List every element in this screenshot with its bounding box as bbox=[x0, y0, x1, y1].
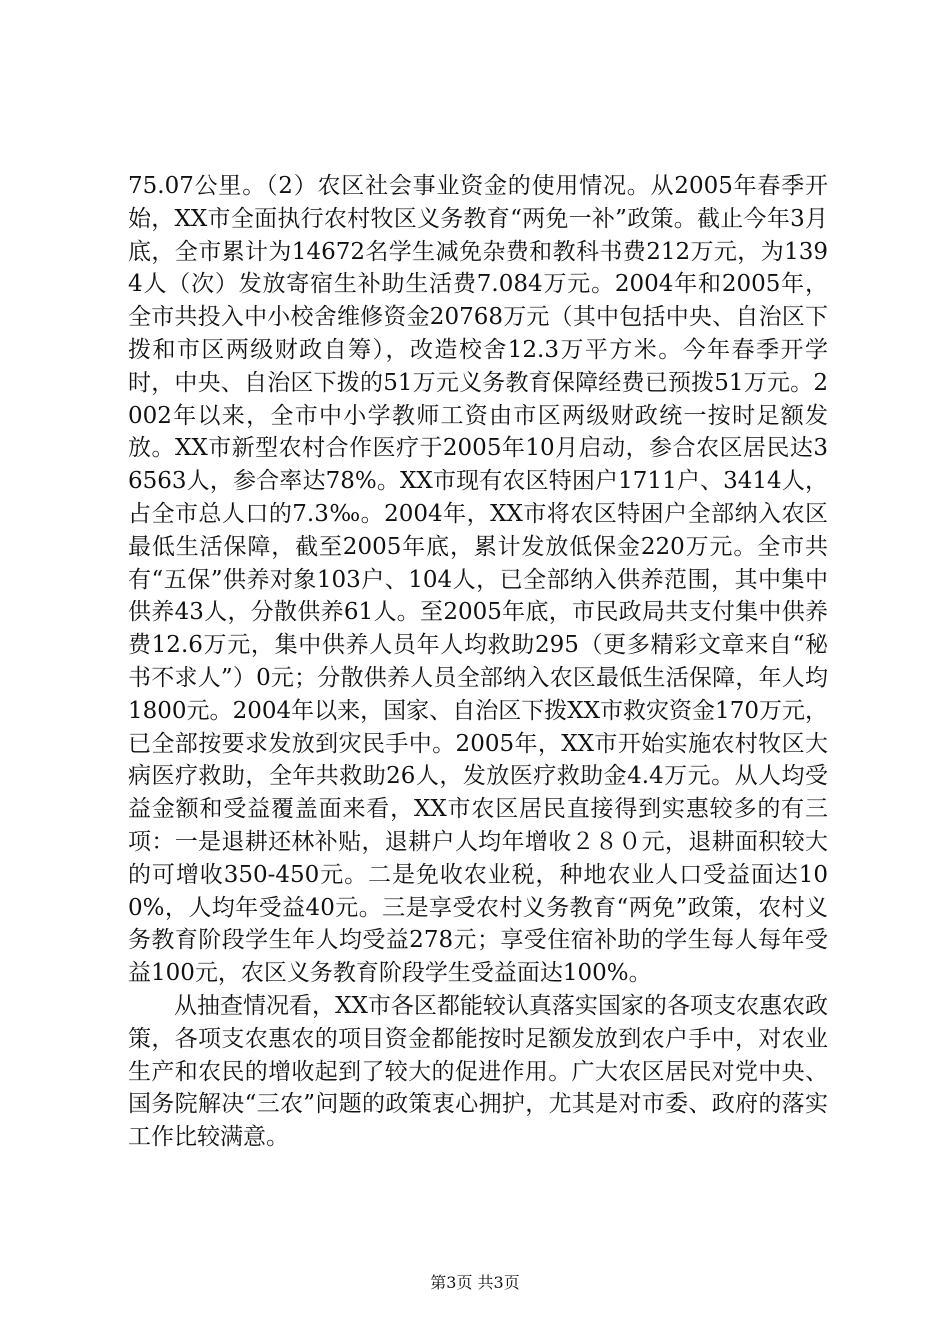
body-paragraph-1: 75.07公里。（2）农区社会事业资金的使用情况。从2005年春季开始，XX市全面执行农村牧区义务教育“两免一补”政策。截止今年3月底，全市累计为14672名学生减免杂费和教科书费212万元，为1394人（次）发放寄宿生补助生活费7.084万元。2004年和2005年，全市共投入中小校舍维修资金20768万元（其中包括中央、自治区下拨和市区两级财政自筹），改造校舍12.3万平方米。今年春季开学时，中央、自治区下拨的51万元义务教育保障经费已预拨51万元。2002年以来，全市中小学教师工资由市区两级财政统一按时足额发放。XX市新型农村合作医疗于2005年10月启动，参合农区居民达36563人，参合率达78%。XX市现有农区特困户1711户、3414人，占全市总人口的7.3‰。2004年，XX市将农区特困户全部纳入农区最低生活保障，截至2005年底，累计发放低保金220万元。全市共有“五保”供养对象103户、104人，已全部纳入供养范围，其中集中供养43人，分散供养61人。至2005年底，市民政局共支付集中供养费12.6万元，集中供养人员年人均救助295（更多精彩文章来自“秘书不求人”）0元；分散供养人员全部纳入农区最低生活保障，年人均1800元。2004年以来，国家、自治区下拨XX市救灾资金170万元，已全部按要求发放到灾民手中。2005年，XX市开始实施农村牧区大病医疗救助，全年共救助26人，发放医疗救助金4.4万元。从人均受益金额和受益覆盖面来看，XX市农区居民直接得到实惠较多的有三项：一是退耕还林补贴，退耕户人均年增收２８０元，退耕面积较大的可增收350-450元。二是免收农业税，种地农业人口受益面达100%，人均年受益40元。三是享受农村义务教育“两免”政策，农村义务教育阶段学生年人均受益278元；享受住宿补助的学生每人每年受益100元，农区义务教育阶段学生受益面达100%。 bbox=[128, 173, 828, 987]
document-body bbox=[128, 170, 828, 1154]
page-footer: 第3页 共3页 bbox=[430, 1273, 520, 1292]
body-paragraph-2: 从抽查情况看，XX市各区都能较认真落实国家的各项支农惠农政策，各项支农惠农的项目资金都能按时足额发放到农户手中，对农业生产和农民的增收起到了较大的促进作用。广大农区居民对党中央、国务院解决“三农”问题的政策衷心拥护，尤其是对市委、政府的落实工作比较满意。 bbox=[128, 992, 828, 1151]
